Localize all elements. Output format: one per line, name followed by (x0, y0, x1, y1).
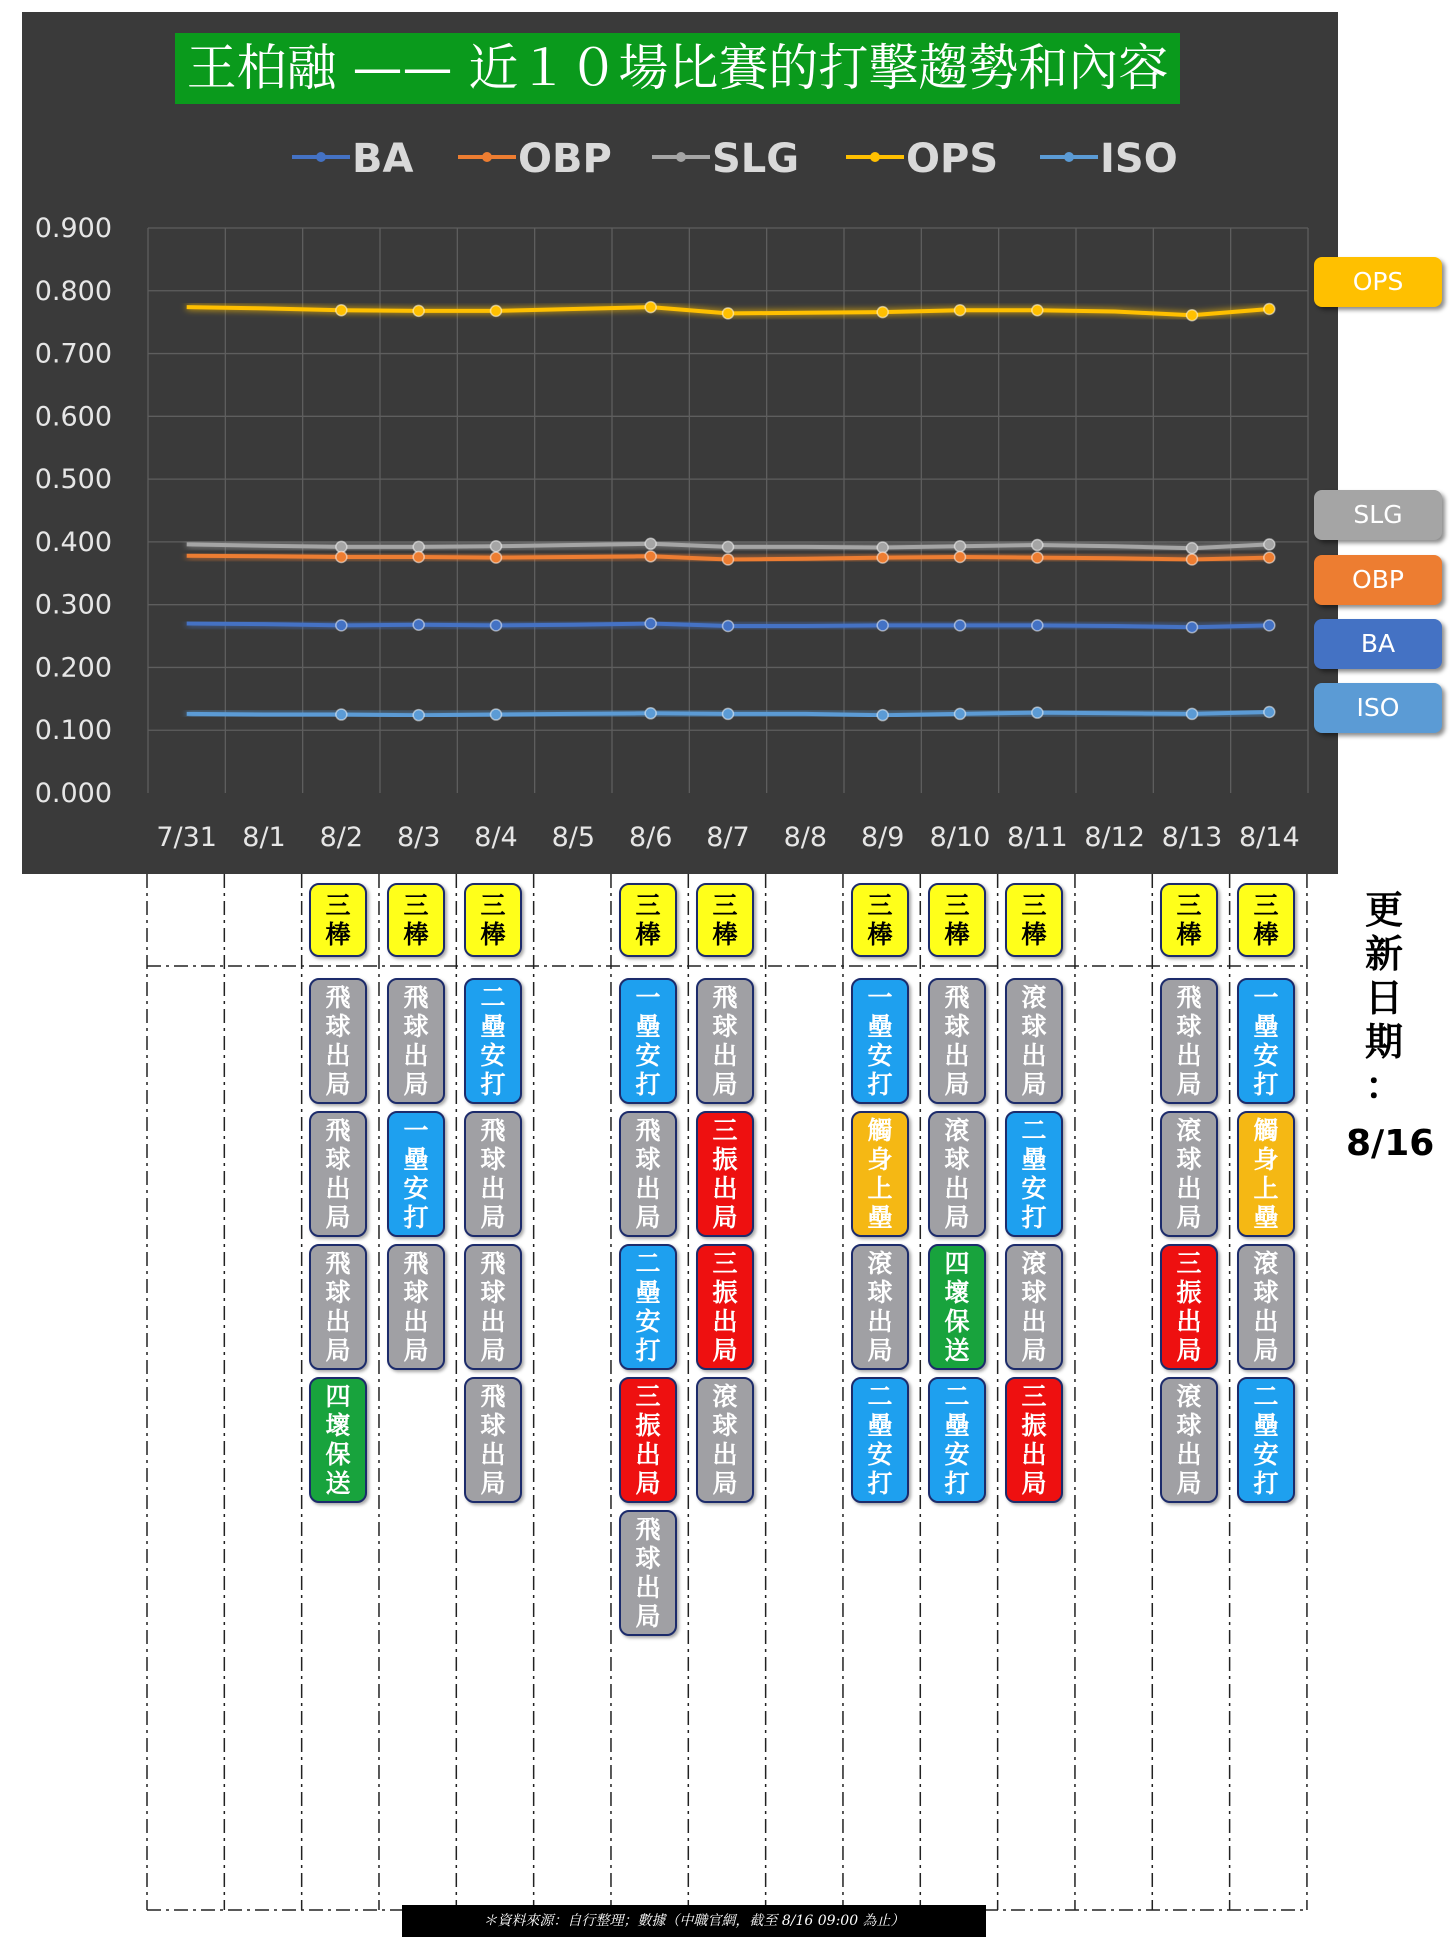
plate-appearance-chip: 飛 球 出 局 (464, 1244, 522, 1370)
x-tick-label: 8/6 (628, 822, 673, 853)
y-tick-label: 0.800 (34, 275, 112, 307)
plate-appearance-chip: 二 壘 安 打 (1237, 1377, 1295, 1503)
plate-appearance-chip: 滾 球 出 局 (1005, 1244, 1063, 1370)
plate-appearance-chip: 三 振 出 局 (1005, 1377, 1063, 1503)
side-label-ba: BA (1314, 619, 1442, 669)
batting-order-chip: 三 棒 (1237, 883, 1295, 957)
legend-label: ISO (1100, 136, 1178, 182)
y-tick-label: 0.400 (34, 526, 112, 558)
x-tick-label: 8/3 (396, 822, 441, 853)
legend-label: SLG (712, 136, 800, 182)
x-tick-label: 8/4 (474, 822, 518, 853)
x-tick-label: 8/11 (1007, 822, 1068, 853)
plate-appearance-chip: 飛 球 出 局 (309, 1111, 367, 1237)
y-tick-label: 0.300 (34, 589, 112, 621)
plate-appearance-chip: 滾 球 出 局 (1160, 1377, 1218, 1503)
plate-appearance-chip: 飛 球 出 局 (387, 978, 445, 1104)
plate-appearance-chip: 滾 球 出 局 (1237, 1244, 1295, 1370)
plate-appearance-chip: 三 振 出 局 (619, 1377, 677, 1503)
plate-appearance-chip: 飛 球 出 局 (1160, 978, 1218, 1104)
side-label-ops: OPS (1314, 257, 1442, 307)
plate-appearance-chip: 一 壘 安 打 (619, 978, 677, 1104)
update-date-label: 更 新 日 期 ： (1364, 888, 1403, 1108)
y-tick-label: 0.900 (34, 213, 112, 244)
plate-appearance-chip: 三 振 出 局 (696, 1244, 754, 1370)
plate-appearance-chip: 一 壘 安 打 (851, 978, 909, 1104)
plate-appearance-chip: 飛 球 出 局 (309, 978, 367, 1104)
batting-order-chip: 三 棒 (928, 883, 986, 957)
y-tick-label: 0.600 (34, 401, 112, 433)
batting-order-chip: 三 棒 (1160, 883, 1218, 957)
x-tick-label: 8/8 (783, 822, 828, 853)
plate-appearance-chip: 滾 球 出 局 (851, 1244, 909, 1370)
x-tick-label: 8/12 (1084, 822, 1145, 853)
batting-order-chip: 三 棒 (387, 883, 445, 957)
plate-appearance-chip: 二 壘 安 打 (619, 1244, 677, 1370)
x-tick-label: 8/7 (706, 822, 750, 853)
plate-appearance-chip: 飛 球 出 局 (464, 1377, 522, 1503)
batting-order-chip: 三 棒 (1005, 883, 1063, 957)
x-tick-label: 8/14 (1239, 822, 1300, 853)
batting-order-chip: 三 棒 (851, 883, 909, 957)
y-tick-label: 0.200 (34, 652, 112, 684)
plate-appearance-chip: 滾 球 出 局 (928, 1111, 986, 1237)
plate-appearance-chip: 飛 球 出 局 (696, 978, 754, 1104)
x-tick-label: 8/5 (551, 822, 596, 853)
y-tick-label: 0.100 (34, 715, 112, 747)
plate-appearance-chip: 觸 身 上 壘 (851, 1111, 909, 1237)
plate-appearance-chip: 四 壞 保 送 (309, 1377, 367, 1503)
side-label-iso: ISO (1314, 683, 1442, 733)
plate-appearance-chip: 一 壘 安 打 (1237, 978, 1295, 1104)
x-tick-label: 8/9 (860, 822, 905, 853)
legend-label: OBP (518, 136, 612, 182)
chart-title: 王柏融 —— 近１０場比賽的打擊趨勢和內容 (175, 33, 1180, 104)
batting-order-chip: 三 棒 (696, 883, 754, 957)
legend-label: BA (352, 136, 414, 182)
plate-appearance-chip: 滾 球 出 局 (696, 1377, 754, 1503)
batting-order-chip: 三 棒 (464, 883, 522, 957)
source-note: ＊資料來源：自行整理；數據（中職官網，截至 8/16 09:00 為止） (402, 1905, 986, 1937)
batting-order-chip: 三 棒 (309, 883, 367, 957)
y-tick-label: 0.500 (34, 464, 112, 496)
plate-appearance-chip: 二 壘 安 打 (1005, 1111, 1063, 1237)
plate-appearance-chip: 二 壘 安 打 (928, 1377, 986, 1503)
plate-appearance-chip: 飛 球 出 局 (928, 978, 986, 1104)
x-tick-label: 7/31 (156, 822, 217, 853)
plate-appearance-chip: 飛 球 出 局 (464, 1111, 522, 1237)
update-date-value: 8/16 (1346, 1123, 1435, 1164)
side-label-obp: OBP (1314, 555, 1442, 605)
x-tick-label: 8/10 (929, 822, 991, 853)
batting-order-chip: 三 棒 (619, 883, 677, 957)
y-tick-label: 0.700 (34, 338, 112, 370)
side-label-slg: SLG (1314, 490, 1442, 540)
y-tick-label: 0.000 (34, 778, 112, 809)
plate-appearance-chip: 一 壘 安 打 (387, 1111, 445, 1237)
plate-appearance-chip: 四 壞 保 送 (928, 1244, 986, 1370)
plate-appearance-chip: 飛 球 出 局 (619, 1111, 677, 1237)
plate-appearance-chip: 滾 球 出 局 (1005, 978, 1063, 1104)
plate-appearance-chip: 三 振 出 局 (1160, 1244, 1218, 1370)
x-tick-label: 8/13 (1161, 822, 1223, 853)
plate-appearance-chip: 三 振 出 局 (696, 1111, 754, 1237)
plate-appearance-chip: 飛 球 出 局 (309, 1244, 367, 1370)
plate-appearance-chip: 飛 球 出 局 (619, 1510, 677, 1636)
plate-appearance-chip: 觸 身 上 壘 (1237, 1111, 1295, 1237)
plate-appearance-chip: 二 壘 安 打 (851, 1377, 909, 1503)
legend-label: OPS (906, 136, 999, 182)
x-tick-label: 8/1 (242, 822, 286, 853)
plate-appearance-chip: 滾 球 出 局 (1160, 1111, 1218, 1237)
plate-appearance-chip: 飛 球 出 局 (387, 1244, 445, 1370)
plate-appearance-chip: 二 壘 安 打 (464, 978, 522, 1104)
x-tick-label: 8/2 (319, 822, 364, 853)
